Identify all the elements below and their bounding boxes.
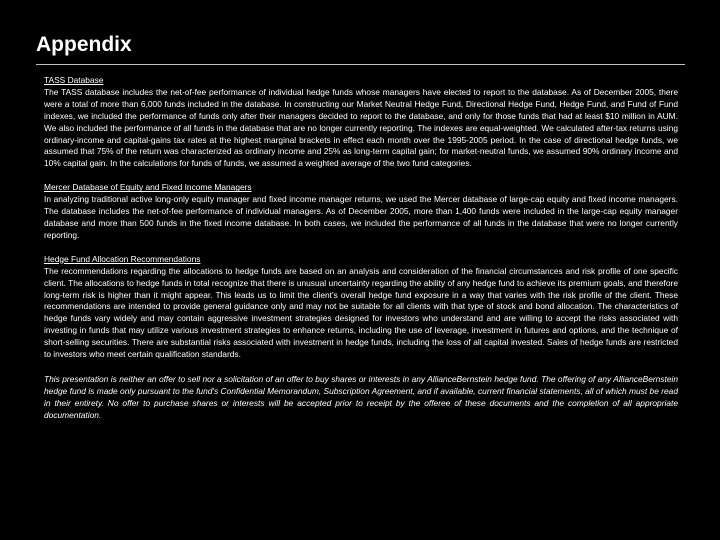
section-heading: TASS Database — [44, 75, 104, 85]
page-title: Appendix — [36, 33, 132, 56]
appendix-content — [44, 75, 678, 422]
title-divider — [36, 64, 685, 65]
section-mercer-database — [44, 182, 678, 242]
section-heading: Mercer Database of Equity and Fixed Income Managers — [44, 182, 252, 193]
disclaimer-text: This presentation is neither an offer to sell nor a solicitation of an offer to buy shares or interests in any AllianceBernstein hedge fund. The offering of any AllianceBernstein hedge fund is made only pursuant to the fund's Confidential Memorandum, Subscription Agreement, and if available, current financial statements, all of which must be read in their entirety. No offer to purchase shares or interests will be accepted prior to receipt by the offeree of these documents and the completion of all appropriate documentation. — [44, 373, 678, 420]
section-body: The recommendations regarding the allocations to hedge funds are based on an analysis and consideration of the financial circumstances and risk profile of one specific client. The allocations to hedge funds in total recognize that there is unusual uncertainty regarding the ability of any hedge fund to achieve its premium goals, and therefore long-term risk is higher than it might appear. This leads us to limit the client's overall hedge fund exposure in a way that varies with the risk profile of the client. These recommendations are intended to provide general guidance only and may not be suitable for all clients with that type of stock and bond allocation. The characteristics of hedge funds vary widely and may contain aggressive investment strategies designed for investors who understand and are willing to accept the risks associated with investing in funds that may utilize various investment strategies to enhance returns, including the use of leverage, investment in futures and options, and the technique of short-selling securities. There are substantial risks associated with investment in hedge funds, including the loss of all capital invested. Sales of hedge funds are restricted to investors who meet certain qualification standards. — [44, 265, 678, 360]
section-heading: Hedge Fund Allocation Recommendations — [44, 253, 201, 264]
section-hedge-fund-allocation — [44, 254, 678, 361]
section-body: The TASS database includes the net-of-fee performance of individual hedge funds whose managers have elected to report to the database. As of December 2005, there were a total of more than 6,000 funds included in the database. In constructing our Market Neutral Hedge Fund, Directional Hedge Fund, Hedge Fund, and Fund of Fund indexes, we included the performance of funds only after their managers decided to report to the database, and only for those funds that had at least $10 million in AUM. We also included the performance of all funds in the database that are no longer currently reporting. The indexes are equal-weighted. We calculated after-tax returns using ordinary-income and capital-gains tax rates at the highest marginal brackets in effect each month over the 1995-2005 period. In the case of directional hedge funds, we assumed that 75% of the return was characterized as ordinary income and 25% as long-term capital gain; for market-neutral funds, we assumed 90% ordinary income and 10% capital gain. In the calculations for funds of funds, we assumed a weighted average of the two fund categories. — [44, 86, 678, 169]
section-tass-database — [44, 75, 678, 170]
section-body: In analyzing traditional active long-only equity manager and fixed income manager returns, we used the Mercer database of large-cap equity and fixed income managers. The database includes the net-of-fee performance of individual managers. As of December 2005, more than 1,400 funds were included in the large-cap equity manager database and more than 500 funds in the fixed income database. In both cases, we included the performance of all funds in the database that were no longer currently reporting. — [44, 194, 678, 240]
